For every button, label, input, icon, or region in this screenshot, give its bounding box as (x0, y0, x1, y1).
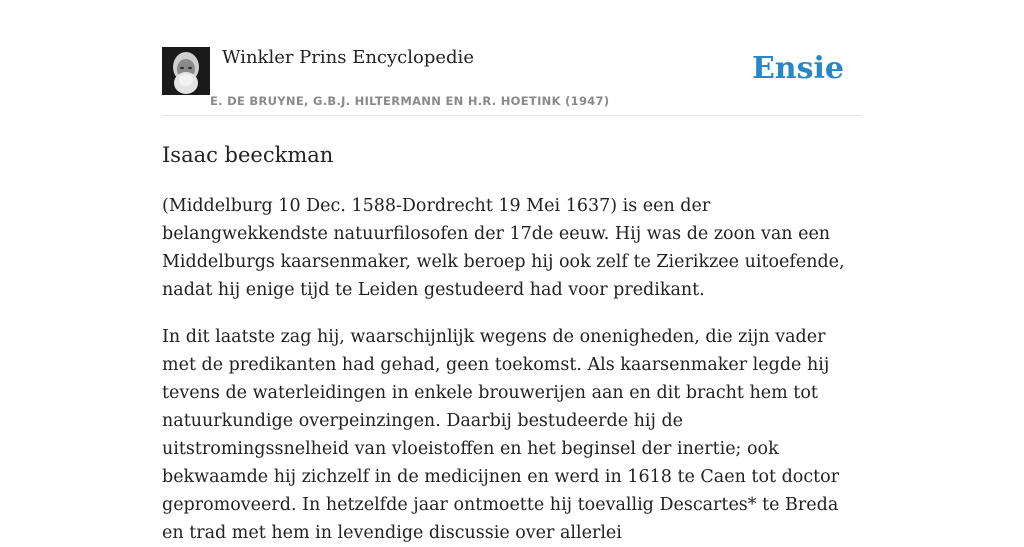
article-paragraph: In dit laatste zag hij, waarschijnlijk wegens de onenigheden, die zijn vader met de predikanten had gehad, geen toekomst. Als kaarsenmaker legde hij tevens de waterleidingen in enkele brouwerijen aan en dit bracht hem tot natuurkundige overpeinzingen. Daarbij bestudeerde hij de uitstromingssnelheid van vloeistoffen en het beginsel der inertie; ook bekwaamde hij zichzelf in de medicijnen en werd in 1618 te Caen tot doctor gepromoveerd. In hetzelfde jaar ontmoette hij toevallig Descartes* te Breda en trad met hem in levendige discussie over allerlei (162, 327, 840, 543)
article-title: Isaac beeckman (162, 143, 334, 167)
portrait-icon (162, 47, 210, 95)
content-column (162, 0, 862, 547)
brand-logo-link[interactable]: Ensie (751, 51, 844, 86)
author-avatar (162, 47, 210, 95)
article-paragraph: (Middelburg 10 Dec. 1588-Dordrecht 19 Mei 1637) is een der belangwekkendste natuurfilosofen der 17de eeuw. Hij was de zoon van een Middelburgs kaarsenmaker, welk beroep hij ook zelf te Zierikzee uitoefende, nadat hij enige tijd te Leiden gestudeerd had voor predikant. (162, 196, 845, 300)
encyclopedia-header (162, 0, 862, 116)
authors-line: E. DE BRUYNE, G.B.J. HILTERMANN EN H.R. HOETINK (1947) (210, 94, 610, 108)
encyclopedia-title[interactable]: Winkler Prins Encyclopedie (222, 47, 474, 68)
